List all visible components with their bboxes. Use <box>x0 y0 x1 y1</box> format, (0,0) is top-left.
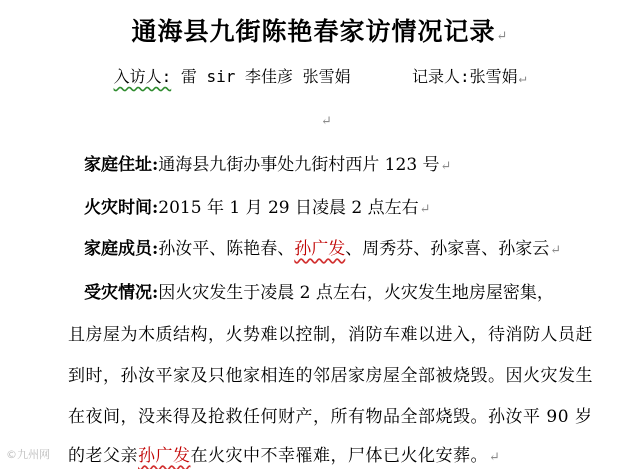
document-title <box>0 12 640 48</box>
paragraph-mark-icon: ↵ <box>550 243 562 258</box>
address-value: 通海县九街办事处九街村西片 123 号 <box>158 155 440 175</box>
recorder-label: 记录人: <box>411 67 470 86</box>
paragraph-mark-icon: ↵ <box>518 71 527 86</box>
paragraph-mark-icon: ↵ <box>496 29 509 44</box>
paragraph-mark-icon: ↵ <box>419 202 431 217</box>
address-line <box>84 150 451 175</box>
fire-time-line <box>84 193 431 218</box>
damage-line <box>84 278 554 303</box>
members-part-a: 孙汝平、陈艳春、 <box>158 239 295 259</box>
members-line <box>84 234 561 259</box>
members-part-c: 、周秀芬、孙家喜、孙家云 <box>345 239 550 259</box>
members-flagged-name: 孙广发 <box>294 239 346 259</box>
paragraph-mark-icon: ↵ <box>440 159 452 174</box>
body-line-5-c: 在火灾中不幸罹难，尸体已火化安葬。 <box>190 446 488 466</box>
fire-time-label: 火灾时间: <box>84 198 159 218</box>
visitors-line <box>0 64 640 87</box>
address-label: 家庭住址: <box>84 155 159 175</box>
damage-label: 受灾情况: <box>84 283 159 303</box>
body-line-2: 且房屋为木质结构，火势难以控制，消防车难以进入，待消防人员赶 <box>68 325 593 345</box>
body-line-5 <box>68 441 500 466</box>
title-text: 通海县九街陈艳春家访情况记录 <box>131 17 496 46</box>
body-line-1: 因火灾发生于凌晨 2 点左右，火灾发生地房屋密集， <box>158 283 554 303</box>
visitors-names: 雷 sir 李佳彦 张雪娟 <box>180 67 351 86</box>
visitors-label: 入访人: <box>113 67 172 86</box>
recorder-name: 张雪娟 <box>469 67 518 86</box>
body-flagged-name: 孙广发 <box>138 446 191 466</box>
body-line-4: 在夜间，没来得及抢救任何财产，所有物品全部烧毁。孙汝平 90 岁 <box>68 407 593 427</box>
paragraph-mark-icon: ↵ <box>321 114 332 129</box>
body-line-3: 到时，孙汝平家及只他家相连的邻居家房屋全部被烧毁。因火灾发生 <box>68 366 593 386</box>
watermark-logo: ©九州网 <box>6 448 50 461</box>
paragraph-mark-icon: ↵ <box>489 450 501 465</box>
members-label: 家庭成员: <box>84 239 159 259</box>
body-line-5-a: 的老父亲 <box>68 446 138 466</box>
fire-time-value: 2015 年 1 月 29 日凌晨 2 点左右 <box>158 198 419 218</box>
